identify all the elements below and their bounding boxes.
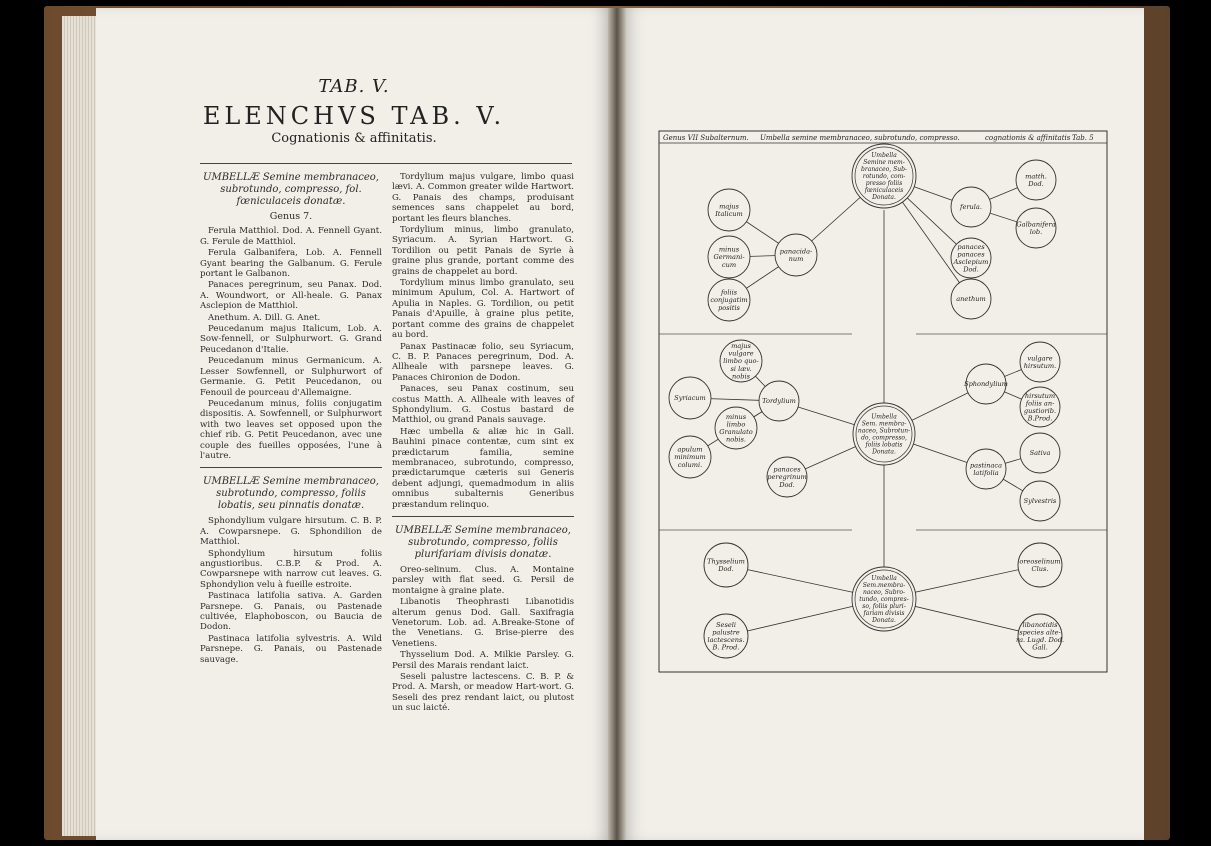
node-label: Donata.	[872, 194, 896, 201]
entry-paragraph: Ferula Galbanifera, Lob. A. Fennell Gyant bearing the Galbanum. G. Ferule portant le Galbanon.	[200, 248, 382, 280]
node-label: Germani-	[713, 253, 745, 262]
section-heading: UMBELLÆ Semine membranaceo, subrotundo, compresso, foliis lobatis, seu pinnatis donatæ.	[203, 476, 379, 512]
plant-node	[775, 234, 817, 276]
node-label: Gall.	[1032, 643, 1048, 652]
entry-paragraph: Tordylium minus, limbo granulato, Syriacum. A. Syrian Hartwort. G. Tordilion ou petit Panais de Syrie à graine plus grande, portant comme des grains de chappelet au bord.	[392, 225, 574, 277]
node-label: ra. Lugd. Dod.	[1015, 636, 1065, 644]
node-label: limbo	[726, 420, 746, 429]
node-label: Umbella	[871, 413, 897, 421]
node-label: Granulato	[719, 428, 753, 436]
node-label: branaceo, Sub-	[861, 166, 907, 173]
entry-paragraph: Anethum. A. Dill. G. Anet.	[208, 312, 321, 323]
plant-node	[669, 436, 711, 478]
entry-paragraph: Tordylium minus limbo granulato, seu minimum Apulum, Col. A. Hartwort of Apulia in Naples. G. Tordilion, ou petit Panais d'Apuille, à graine plus petite, portant comme des grains de chappelet au bord.	[392, 278, 574, 341]
entry-paragraph: Panaces, seu Panax costinum, seu costus Matth. A. Allheale with leaves of Sphondylium. G. Costus bastard de Matthiol, ou grand Panais sauvage.	[392, 384, 574, 426]
node-label: majus	[731, 342, 751, 350]
entry-paragraph: Sphondylium vulgare hirsutum. C. B. P. A. Cowparsnepe. G. Sphondilion de Matthiol.	[200, 516, 382, 548]
node-label: apulum	[677, 445, 703, 454]
node-label: nobis.	[725, 435, 747, 444]
diagram-graph	[669, 144, 1064, 658]
plant-node	[964, 364, 1008, 404]
plant-node	[1020, 387, 1060, 427]
node-label: pastinaca	[969, 461, 1003, 470]
node-label: oreoselinum	[1019, 557, 1061, 566]
node-label: anethum	[956, 295, 986, 304]
node-label: positis	[718, 303, 740, 312]
plant-node	[767, 457, 807, 497]
node-label: Sylvestris	[1023, 497, 1057, 506]
plant-node	[708, 189, 750, 231]
plant-node	[1020, 481, 1060, 521]
plant-node	[1020, 342, 1060, 382]
header-right: cognationis & affinitatis	[985, 134, 1071, 142]
node-label: hirsutum.	[1023, 362, 1057, 370]
node-label: panacida-	[779, 247, 813, 256]
umbella-center-node	[852, 144, 916, 208]
node-label: Umbella	[871, 575, 897, 582]
node-label: Thysselium	[707, 557, 745, 566]
node-label: limbo quo-	[723, 357, 759, 366]
node-label: Italicum	[715, 210, 743, 218]
node-label: lob.	[1029, 228, 1043, 236]
node-label: foliis an-	[1025, 399, 1055, 408]
plant-node	[704, 543, 748, 587]
plant-node	[951, 187, 991, 227]
entry-paragraph: Panaces peregrinum, seu Panax. Dod. A. Woundwort, or All-heale. G. Panax Asclepion de Matthiol.	[200, 280, 382, 312]
node-label: num	[788, 255, 804, 263]
plant-node	[704, 614, 748, 658]
plant-node	[1016, 160, 1056, 200]
node-label: majus	[719, 202, 739, 211]
node-label: do, compresso,	[861, 434, 907, 442]
entry-paragraph: Ferula Matthiol. Dod. A. Fennell Gyant. G. Ferule de Matthiol.	[200, 226, 382, 247]
node-label: Dod.	[718, 565, 734, 573]
node-label: Clus.	[1031, 565, 1049, 573]
node-label: Sem. membra-	[861, 420, 907, 428]
plant-node	[951, 238, 991, 278]
node-label: Galbanifera	[1016, 220, 1056, 229]
node-label: Seseli	[716, 620, 736, 629]
plant-node	[1016, 208, 1056, 248]
entry-paragraph: Seseli palustre lactescens. C. B. P. & Prod. A. Marsh, or meadow Hart-wort. G. Seseli des prez rendant laict, ou plutost un suc laicté.	[392, 672, 574, 714]
node-label: nobis	[732, 372, 750, 381]
entry-paragraph: Hæc umbella & aliæ hic in Gall. Bauhini pinace contentæ, cum sint ex prædictarum familia, semine membranaceo, subrotundo, compresso, prædictarumque cæteris sui Generis debent adjungi, quemadmodum in aliis omnibus subalternis Generibus præstandum relinquo.	[392, 426, 574, 510]
plant-node	[708, 236, 750, 278]
node-label: latifolia	[973, 469, 999, 477]
plant-node	[720, 340, 762, 382]
entry-paragraph: Pastinaca latifolia sylvestris. A. Wild Parsnepe. G. Panais, ou Pastenade sauvage.	[200, 633, 382, 665]
node-label: si læv.	[730, 364, 752, 373]
node-label: vulgare	[728, 349, 754, 358]
entry-paragraph: Tordylium majus vulgare, limbo quasi lævi. A. Common greater wilde Hartwort. G. Panais des champs, produisant semences sans chappelet au bord, portant les fleurs blanches.	[392, 172, 574, 224]
node-label: hirsutum	[1024, 391, 1056, 400]
genus-label: Genus 7.	[269, 211, 313, 222]
header-left: Genus VII Subalternum.	[663, 134, 749, 142]
node-label: lactescens.	[707, 636, 745, 644]
node-label: fariam divisis	[863, 610, 905, 617]
plant-node	[966, 449, 1006, 489]
plant-node	[715, 407, 757, 449]
entry-paragraph: Peucedanum majus Italicum, Lob. A. Sow-fennell, or Sulphurwort. G. Grand Peucedanon d'Italie.	[200, 324, 382, 355]
node-label: Asclepium	[953, 258, 989, 266]
entry-paragraph: Sphondylium hirsutum foliis angustioribus. C.B.P. & Prod. A. Cowparsnepe with narrow cut leaves. G. Sphondylion velu à fueille estroite.	[200, 548, 382, 590]
entry-paragraph: Pastinaca latifolia sativa. A. Garden Parsnepe. G. Panais, ou Pastenade cultivée, Elaphoboscon, ou Baucia de Dodon.	[200, 591, 382, 633]
header-tab: Tab. 5	[1072, 134, 1094, 142]
node-label: Sativa	[1029, 449, 1051, 458]
umbella-center-node	[852, 567, 916, 631]
header-middle: Umbella semine membranaceo, subrotundo, compresso.	[760, 134, 960, 142]
node-label: foliis lobatis	[865, 441, 903, 449]
plant-node	[759, 381, 799, 421]
node-label: panaces	[957, 242, 985, 251]
page-subtitle: Cognationis & affinitatis.	[271, 131, 437, 146]
node-label: so, foliis pluri-	[862, 603, 906, 610]
plant-node	[1020, 433, 1060, 473]
node-label: vulgare	[1027, 354, 1053, 363]
node-label: cum	[721, 260, 737, 269]
node-label: B. Prod.	[712, 643, 740, 652]
entry-paragraph: Peucedanum minus Germanicum. A. Lesser Sowfennell, or Sulphurwort of Germanie. G. Petit Peucedanon, ou Fenouil de pourceau d'Allemaigne.	[200, 356, 382, 398]
node-label: gustiorib.	[1023, 407, 1057, 415]
tab-heading: TAB. V.	[318, 76, 390, 97]
entry-paragraph: Oreo-selinum. Clus. A. Montaine parsley with flat seed. G. Persil de montaigne à graine plate.	[392, 565, 574, 596]
node-label: minus	[718, 245, 740, 254]
node-label: minimum	[674, 453, 706, 462]
page-title: ELENCHVS TAB. V.	[202, 102, 506, 130]
node-label: B.Prod.	[1027, 414, 1053, 423]
node-label: libanotidis	[1022, 620, 1058, 629]
node-label: Donata.	[872, 448, 896, 456]
entry-paragraph: Libanotis Theophrasti Libanotidis alterum genus Dod. Gall. Saxifragia Venetorum. Lob. ad. A.Breake-Stone of the Venetians. G. Brise-pierre des Venetiens.	[392, 597, 574, 649]
node-label: naceo, Subro-	[862, 589, 906, 596]
node-label: Sphondylium	[964, 380, 1008, 389]
node-label: conjugatim	[710, 296, 748, 305]
node-label: fœniculaceis	[864, 187, 904, 194]
node-label: Tordylium	[762, 397, 796, 406]
section-heading: UMBELLÆ Semine membranaceo, subrotundo, compresso, fol. fœniculaceis donatæ.	[203, 172, 379, 207]
node-label: Semine mem-	[863, 159, 905, 166]
node-label: ferula.	[960, 203, 982, 212]
plant-node	[669, 377, 711, 419]
node-label: palustre	[712, 628, 740, 637]
node-label: matth.	[1025, 172, 1047, 181]
node-label: columi.	[677, 460, 703, 469]
node-label: Dod.	[963, 265, 979, 274]
node-label: panaces	[773, 465, 801, 474]
entry-paragraph: Thysselium Dod. A. Milkie Parsley. G. Persil des Marais rendant laict.	[392, 650, 574, 671]
node-label: Dod.	[1028, 180, 1044, 188]
plant-node	[1018, 543, 1062, 587]
node-label: rotundo, com-	[862, 173, 906, 180]
node-label: naceo, Subrotun-	[857, 427, 911, 435]
node-label: foliis	[720, 288, 738, 297]
plant-node	[1016, 614, 1064, 658]
node-label: species alte-	[1019, 628, 1061, 637]
node-label: Umbella	[871, 152, 897, 159]
node-label: minus	[725, 412, 747, 421]
node-label: Syriacum	[674, 394, 706, 403]
node-label: presso foliis	[865, 180, 903, 187]
plant-node	[708, 279, 750, 321]
entry-paragraph: Panax Pastinacæ folio, seu Syriacum, C. B. P. Panaces peregrinum, Dod. A. Allheale with parsnepe leaves. G. Panaces Chironion de Dodon.	[392, 341, 574, 383]
umbella-center-node	[853, 403, 915, 465]
entry-paragraph: Peucedanum minus, foliis conjugatim dispositis. A. Sowfennell, or Sulphurwort with two leaves set opposed upon the chief rib. G. Petit Peucedanon, avec une couple des fueilles opposées, l'une à l'autre.	[200, 398, 382, 461]
plant-node	[951, 279, 991, 319]
node-label: Dod.	[779, 480, 795, 489]
node-label: peregrinum	[767, 473, 807, 482]
node-label: Sem.membra-	[862, 582, 906, 589]
node-label: tundo, compres-	[859, 596, 909, 603]
node-label: Donata.	[872, 617, 896, 624]
section-heading: UMBELLÆ Semine membranaceo, subrotundo, compresso, foliis plurifariam divisis donatæ.	[395, 525, 571, 560]
node-label: panaces	[957, 250, 985, 259]
